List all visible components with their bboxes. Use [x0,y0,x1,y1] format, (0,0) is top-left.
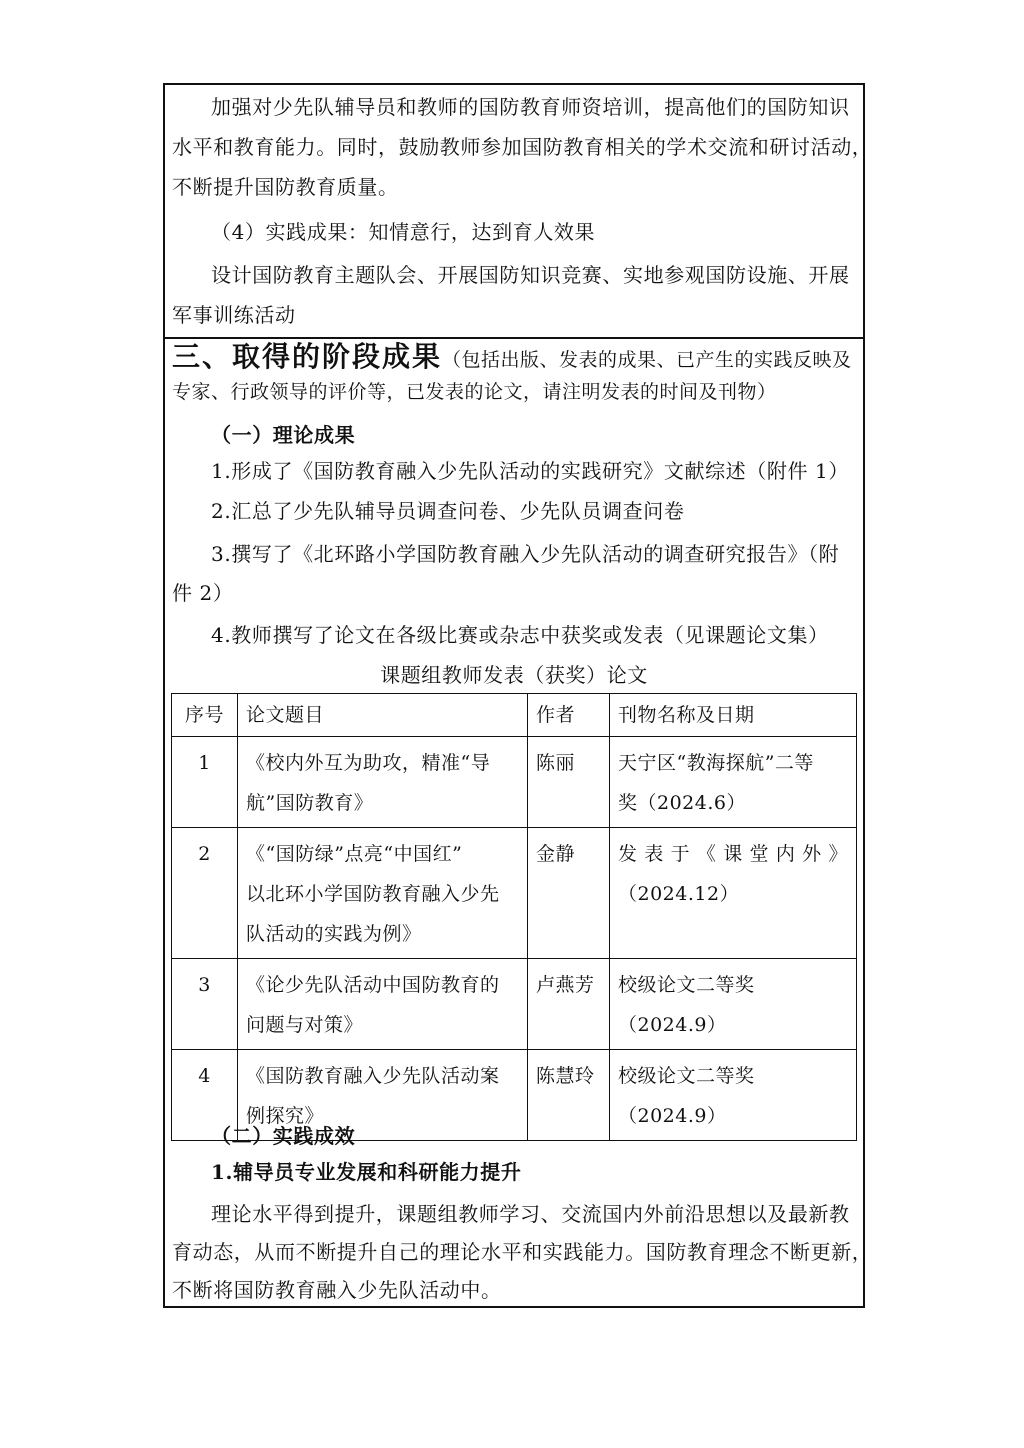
section-divider [163,337,865,339]
paper-title [238,959,528,1050]
paragraph-line: 军事训练活动 [172,303,296,327]
paper-author: 陈慧玲 [528,1050,610,1141]
subsection-heading: （一）理论成果 [211,423,356,447]
row-number: 1 [172,737,238,828]
row-number: 2 [172,828,238,959]
list-item: 3.撰写了《北环路小学国防教育融入少先队活动的调查研究报告》（附 [211,542,840,566]
papers-table [171,693,857,1141]
section-note: 专家、行政领导的评价等，已发表的论文，请注明发表的时间及刊物） [172,381,777,403]
row-number: 3 [172,959,238,1050]
paper-title-line: 《论少先队活动中国防教育的 [246,974,500,996]
paper-title-line: 《“国防绿”点亮“中国红” [246,843,463,865]
list-item: 1.形成了《国防教育融入少先队活动的实践研究》文献综述（附件 1） [211,459,849,483]
paper-title-line: 《校内外互为助攻，精准“导 [246,752,491,774]
paragraph-line: 加强对少先队辅导员和教师的国防教育师资培训，提高他们的国防知识 [211,95,850,119]
paper-title-line: 《国防教育融入少先队活动案 [246,1065,500,1087]
table-row [172,959,857,1050]
column-header: 论文题目 [238,694,528,737]
table-caption: 课题组教师发表（获奖）论文 [380,663,648,687]
table-row [172,828,857,959]
section-note: （包括出版、发表的成果、已产生的实践反映及 [442,349,852,371]
table-row [172,737,857,828]
publication-line: 天宁区“教海探航”二等 [618,752,814,774]
publication-line: 校级论文二等奖（2024.9） [618,1065,755,1127]
column-header: 序号 [172,694,238,737]
row-number: 4 [172,1050,238,1141]
paper-title-line: 问题与对策》 [246,1014,364,1036]
column-header: 刊物名称及日期 [610,694,857,737]
section-heading-line [172,340,852,374]
paper-title-line: 航”国防教育》 [246,792,374,814]
paper-author: 金静 [528,828,610,959]
paper-publication [610,828,857,959]
list-item: 件 2） [172,581,234,605]
paragraph-line: 理论水平得到提升，课题组教师学习、交流国内外前沿思想以及最新教 [211,1202,850,1226]
publication-line: （2024.12） [618,883,740,905]
paper-author: 卢燕芳 [528,959,610,1050]
paper-author: 陈丽 [528,737,610,828]
paper-publication [610,1050,857,1141]
paragraph-line: （4）实践成果：知情意行，达到育人效果 [211,220,596,244]
paragraph-line: 设计国防教育主题队会、开展国防知识竞赛、实地参观国防设施、开展 [211,263,850,287]
paper-title [238,737,528,828]
publication-line: 奖（2024.6） [618,792,746,814]
paragraph-line: 水平和教育能力。同时，鼓励教师参加国防教育相关的学术交流和研讨活动， [172,135,873,159]
subsection-item-heading: 1.辅导员专业发展和科研能力提升 [211,1160,522,1184]
list-item: 2.汇总了少先队辅导员调查问卷、少先队员调查问卷 [211,499,685,523]
paper-publication [610,737,857,828]
section-heading: 三、取得的阶段成果 [172,340,443,373]
paper-title-line: 以北环小学国防教育融入少先 [246,883,500,905]
paragraph-line: 不断将国防教育融入少先队活动中。 [172,1278,502,1302]
publication-line: 发表于《课堂内外》 [618,843,848,865]
paragraph-line: 不断提升国防教育质量。 [172,175,399,199]
publication-line: 校级论文二等奖（2024.9） [618,974,755,1036]
paragraph-line: 育动态，从而不断提升自己的理论水平和实践能力。国防教育理念不断更新， [172,1240,873,1264]
subsection-heading: （二）实践成效 [211,1124,356,1148]
paper-title [238,828,528,959]
paper-publication [610,959,857,1050]
column-header: 作者 [528,694,610,737]
paper-title-line: 队活动的实践为例》 [246,923,422,945]
paper-title-line: 例探究》 [246,1105,325,1127]
table-header-row [172,694,857,737]
list-item: 4.教师撰写了论文在各级比赛或杂志中获奖或发表（见课题论文集） [211,623,829,647]
